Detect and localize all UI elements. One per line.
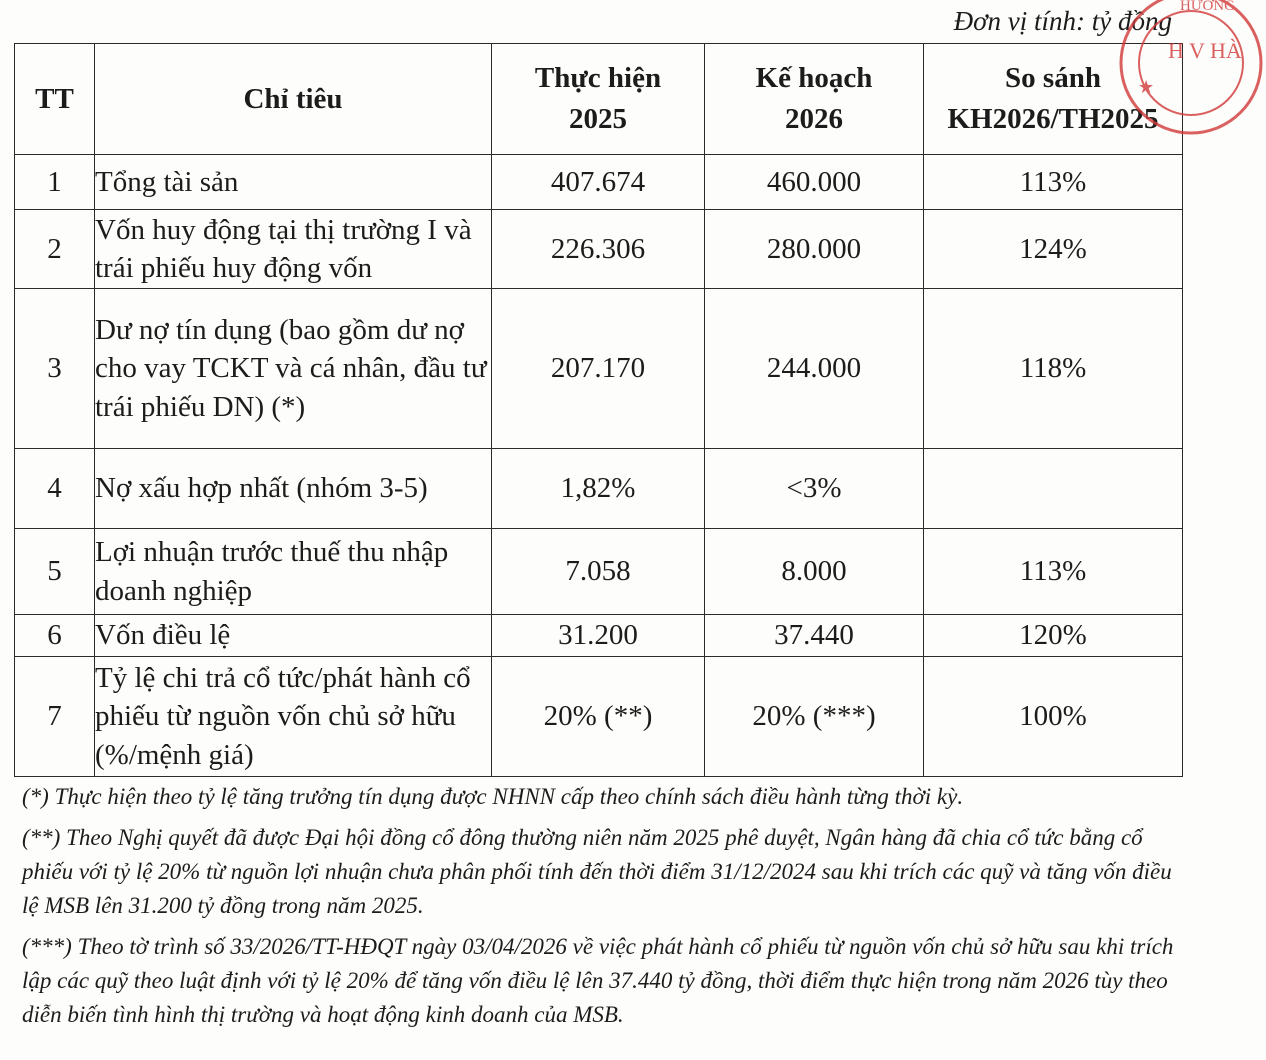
compare-value: 118% <box>924 289 1183 449</box>
header-tt: TT <box>15 44 95 155</box>
row-number: 7 <box>15 657 95 777</box>
plan-2026-value: 8.000 <box>705 529 924 615</box>
plan-2026-value: 20% (***) <box>705 657 924 777</box>
plan-2026-value: 244.000 <box>705 289 924 449</box>
footnote-2: (**) Theo Nghị quyết đã được Đại hội đồng cổ đông thường niên năm 2025 phê duyệt, Ngân hàng đã chia cổ tức bằng cổ phiếu với tỷ lệ 20% từ nguồn lợi nhuận chưa phân phối tính đến thời điểm 31/12/2024 sau khi trích các quỹ và tăng vốn điều lệ MSB lên 31.200 tỷ đồng trong năm 2025. <box>22 825 1172 919</box>
row-number: 6 <box>15 615 95 657</box>
business-plan-table <box>14 43 1183 777</box>
indicator-name: Tổng tài sản <box>95 155 492 210</box>
table-row <box>15 449 1183 529</box>
actual-2025-value: 1,82% <box>492 449 705 529</box>
row-number: 4 <box>15 449 95 529</box>
row-number: 1 <box>15 155 95 210</box>
actual-2025-value: 407.674 <box>492 155 705 210</box>
footnote-3: (***) Theo tờ trình số 33/2026/TT-HĐQT ngày 03/04/2026 về việc phát hành cổ phiếu từ nguồn vốn chủ sở hữu sau khi trích lập các quỹ theo luật định với tỷ lệ 20% để tăng vốn điều lệ lên 37.440 tỷ đồng, thời điểm thực hiện trong năm 2026 tùy theo diễn biến tình hình thị trường và hoạt động kinh doanh của MSB. <box>22 934 1174 1028</box>
actual-2025-value: 226.306 <box>492 210 705 289</box>
compare-value: 113% <box>924 529 1183 615</box>
company-seal-stamp <box>1116 0 1266 138</box>
seal-letters: H V HÀ <box>1168 38 1242 63</box>
plan-2026-value: 37.440 <box>705 615 924 657</box>
actual-2025-value: 20% (**) <box>492 657 705 777</box>
table-row <box>15 529 1183 615</box>
indicator-name: Dư nợ tín dụng (bao gồm dư nợ cho vay TCKT và cá nhân, đầu tư trái phiếu DN) (*) <box>95 289 492 449</box>
indicator-name: Nợ xấu hợp nhất (nhóm 3-5) <box>95 449 492 529</box>
plan-2026-value: <3% <box>705 449 924 529</box>
unit-label: Đơn vị tính: tỷ đồng <box>953 6 1172 36</box>
row-number: 5 <box>15 529 95 615</box>
actual-2025-value: 31.200 <box>492 615 705 657</box>
indicator-name: Lợi nhuận trước thuế thu nhập doanh nghiệp <box>95 529 492 615</box>
header-plan-2026: Kế hoạch 2026 <box>705 44 924 155</box>
footnotes <box>22 780 1187 1039</box>
compare-value: 113% <box>924 155 1183 210</box>
header-indicator: Chỉ tiêu <box>95 44 492 155</box>
seal-outer-ring <box>1121 0 1261 133</box>
table-row <box>15 657 1183 777</box>
table-row <box>15 289 1183 449</box>
row-number: 3 <box>15 289 95 449</box>
indicator-name: Vốn điều lệ <box>95 615 492 657</box>
row-number: 2 <box>15 210 95 289</box>
seal-star: ★ <box>1138 77 1155 97</box>
table-row <box>15 210 1183 289</box>
compare-value: 100% <box>924 657 1183 777</box>
actual-2025-value: 207.170 <box>492 289 705 449</box>
table-row <box>15 155 1183 210</box>
footnote-1: (*) Thực hiện theo tỷ lệ tăng trưởng tín dụng được NHNN cấp theo chính sách điều hành từng thời kỳ. <box>22 784 964 809</box>
indicator-name: Vốn huy động tại thị trường I và trái phiếu huy động vốn <box>95 210 492 289</box>
header-actual-2025: Thực hiện 2025 <box>492 44 705 155</box>
plan-2026-value: 460.000 <box>705 155 924 210</box>
actual-2025-value: 7.058 <box>492 529 705 615</box>
compare-value <box>924 449 1183 529</box>
plan-2026-value: 280.000 <box>705 210 924 289</box>
compare-value: 124% <box>924 210 1183 289</box>
seal-inner-ring <box>1139 11 1243 115</box>
compare-value: 120% <box>924 615 1183 657</box>
indicator-name: Tỷ lệ chi trả cổ tức/phát hành cổ phiếu từ nguồn vốn chủ sở hữu (%/mệnh giá) <box>95 657 492 777</box>
seal-text-top: HƯƠNG <box>1180 0 1235 14</box>
table-header-row <box>15 44 1183 155</box>
table-row <box>15 615 1183 657</box>
header-compare: So sánh KH2026/TH2025 <box>924 44 1183 155</box>
